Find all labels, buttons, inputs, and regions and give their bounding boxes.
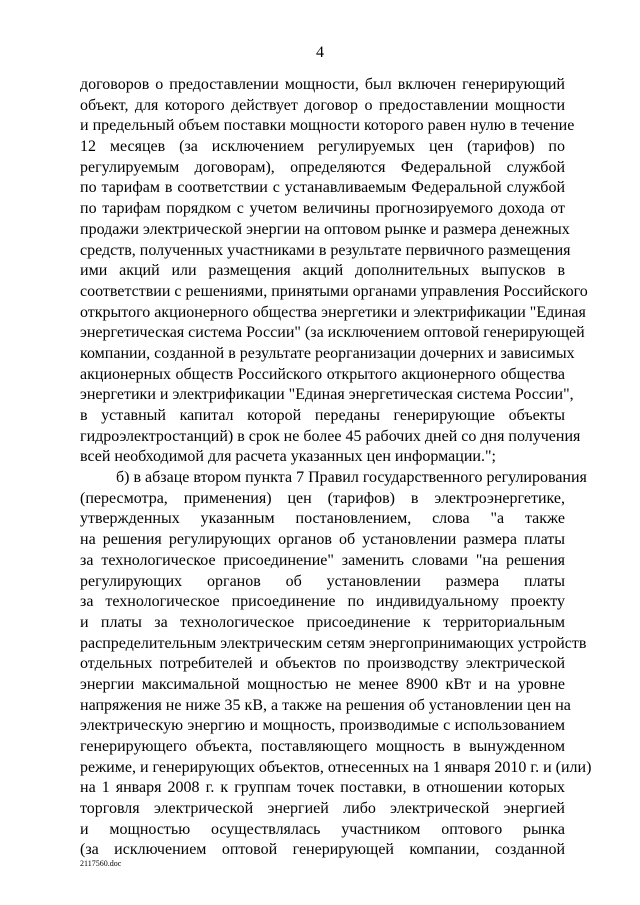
text-line: объект, для которого действует договор о предоставлении мощности [80,96,565,114]
text-line: продажи электрической энергии на оптовом рынке и размера денежных [80,220,570,238]
text-line: и платы за технологическое присоединение к территориальным [80,613,565,631]
text-line: компании, созданной в результате реорганизации дочерних и зависимых [80,344,575,362]
text-line: (пересмотра, применения) цен (тарифов) в электроэнергетике, [80,489,565,507]
text-line: средств, полученных участниками в результате первичного размещения [80,241,571,259]
text-line: по тарифам в соответствии с устанавливаемым Федеральной службой [80,179,565,197]
text-line: электрическую энергию и мощность, производимые с использованием [80,717,565,735]
text-line: гидроэлектростанций) в срок не более 45 рабочих дней со дня получения [80,427,581,445]
text-line: и предельный объем поставки мощности которого равен нулю в течение [80,117,575,135]
paragraph-continuation [80,75,588,468]
text-line: регулирующих органов об установлении размера платы [80,572,565,590]
text-line: режиме, и генерирующих объектов, отнесенных на 1 января 2010 г. и (или) [80,758,592,776]
text-line: акционерных обществ Российского открытого акционерного общества [80,365,565,383]
text-line: и мощностью осуществлялась участником оптового рынка [80,820,565,838]
text-line: торговля электрической энергией либо электрической энергией [80,800,565,818]
text-line: утвержденных указанным постановлением, слова "а также [80,510,565,528]
text-line: энергетическая система России" (за исключением оптовой генерирующей [80,324,585,342]
text-line: за технологическое присоединение" заменить словами "на решения [80,551,565,569]
text-line: энергетики и электрификации "Единая энергетическая система России", [80,386,574,404]
text-line: по тарифам порядком с учетом величины прогнозируемого дохода от [80,200,565,218]
text-line: всей необходимой для расчета указанных цен информации."; [80,448,496,466]
page-number: 4 [316,44,324,61]
text-line: отдельных потребителей и объектов по производству электрической [80,655,565,673]
text-line: б) в абзаце втором пункта 7 Правил государственного регулирования [116,469,587,487]
text-line: на решения регулирующих органов об установлении размера платы [80,531,565,549]
text-line: (за исключением оптовой генерирующей компании, созданной [80,841,565,859]
document-body [80,75,592,861]
text-line: энергии максимальной мощностью не менее 8900 кВт и на уровне [80,675,565,693]
text-line: за технологическое присоединение по индивидуальному проекту [80,593,565,611]
text-line: соответствии с решениями, принятыми органами управления Российского [80,282,588,300]
text-line: открытого акционерного общества энергетики и электрификации "Единая [80,303,586,321]
text-line: распределительным электрическим сетям энергопринимающих устройств [80,634,587,652]
text-line: регулируемым договорам), определяются Федеральной службой [80,158,565,176]
text-line: напряжения не ниже 35 кВ, а также на решения об установлении цен на [80,696,571,714]
file-name-footer: 2117560.doc [80,859,122,868]
text-line: договоров о предоставлении мощности, был включен генерирующий [80,76,565,93]
text-line: генерирующего объекта, поставляющего мощность в вынужденном [80,738,565,755]
text-line: 12 месяцев (за исключением регулируемых цен (тарифов) по [80,138,565,156]
text-line: в уставный капитал которой переданы генерирующие объекты [80,407,565,424]
text-line: ими акций или размещения акций дополнительных выпусков в [80,262,565,280]
text-line: на 1 января 2008 г. к группам точек поставки, в отношении которых [80,779,565,797]
paragraph-item-b [80,468,592,861]
